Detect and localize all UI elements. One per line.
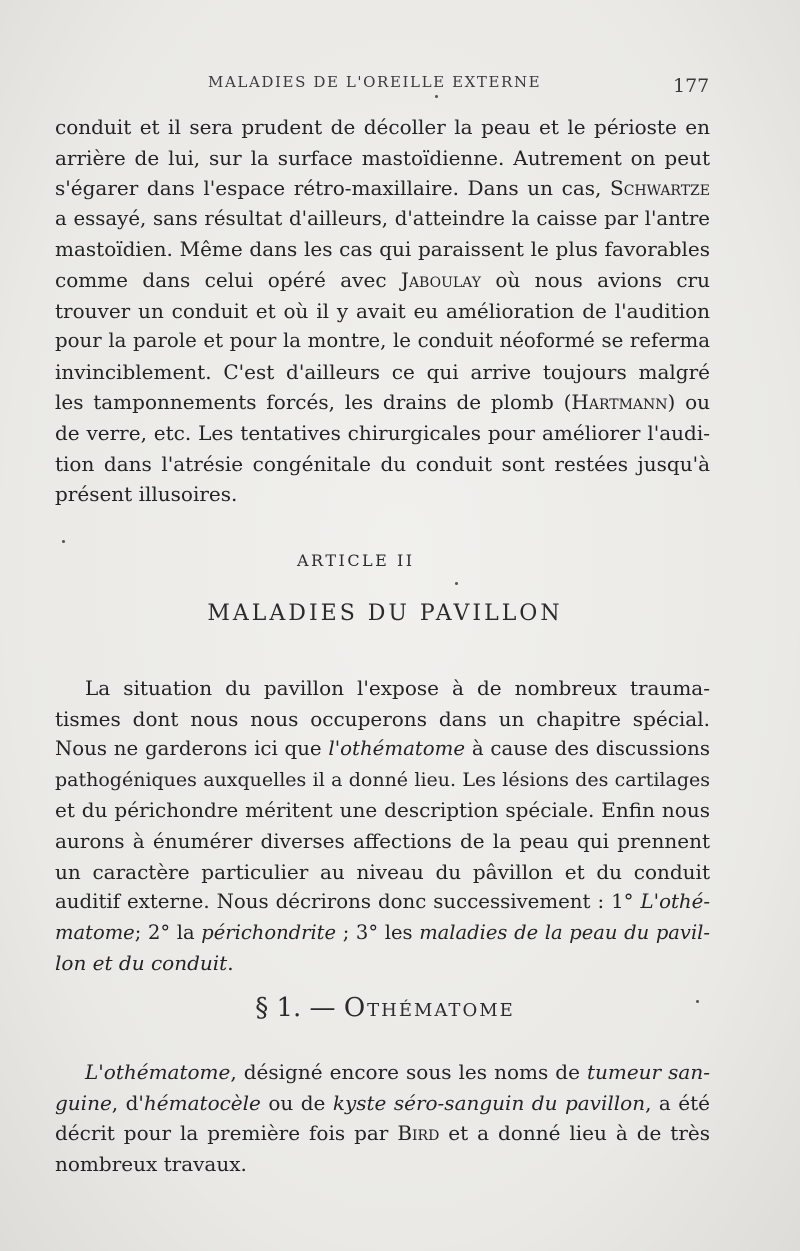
text-line bbox=[55, 948, 710, 979]
text-line bbox=[55, 265, 710, 296]
text-line bbox=[55, 387, 710, 418]
italic-term: lon et du conduit bbox=[55, 951, 228, 976]
text-line: conduit et il sera prudent de décoller la peau et le périoste en bbox=[55, 115, 710, 139]
text-fragment: . bbox=[227, 951, 234, 976]
text-fragment: auditif externe. Nous décrirons donc successivement : 1° bbox=[55, 890, 641, 914]
running-title: MALADIES DE L'OREILLE EXTERNE bbox=[208, 73, 542, 91]
italic-term: kyste séro-sanguin du pavillon bbox=[332, 1090, 646, 1115]
text-line bbox=[55, 734, 710, 765]
text-fragment: s'égarer dans l'espace rétro-maxillaire. Dans un cas, bbox=[55, 176, 602, 201]
text-line: présent illusoires. bbox=[55, 482, 238, 507]
text-line: pour la parole et pour la montre, le conduit néoformé se referma bbox=[55, 329, 710, 353]
text-fragment: ) ou bbox=[667, 390, 710, 415]
text-line: un caractère particulier au niveau du pâvillon et du conduit bbox=[55, 859, 710, 884]
italic-term: périchondrite bbox=[201, 920, 337, 944]
author-name: Schwartze bbox=[610, 176, 711, 201]
italic-term: L'othé- bbox=[640, 890, 710, 914]
italic-term: l'othématome bbox=[328, 737, 466, 761]
text-fragment: ; 3° les bbox=[336, 920, 420, 944]
section-heading bbox=[0, 993, 770, 1023]
italic-term: tumeur san- bbox=[586, 1060, 710, 1084]
text-fragment: où nous avions cru bbox=[480, 267, 710, 292]
text-line: aurons à énumérer diverses affections de la peau qui prennent bbox=[55, 828, 710, 853]
paragraph-2 bbox=[55, 673, 710, 979]
text-line: a essayé, sans résultat d'ailleurs, d'atteindre la caisse par l'antre bbox=[55, 206, 710, 230]
author-name: Jaboulay bbox=[400, 267, 481, 292]
italic-term: hématocèle bbox=[143, 1090, 261, 1115]
text-line: pathogéniques auxquelles il a donné lieu. Les lésions des cartilages bbox=[55, 768, 710, 791]
text-fragment: ou de bbox=[260, 1090, 333, 1115]
text-line bbox=[55, 918, 710, 949]
article-label: ARTICLE II bbox=[297, 551, 415, 570]
text-line bbox=[55, 1057, 710, 1088]
text-line: de verre, etc. Les tentatives chirurgicales pour améliorer l'audi- bbox=[55, 420, 710, 445]
text-line: mastoïdien. Même dans les cas qui paraissent le plus favorables bbox=[55, 237, 710, 262]
text-fragment: , a été bbox=[645, 1090, 710, 1115]
text-line: trouver un conduit et où il y avait eu amélioration de l'audition bbox=[55, 298, 710, 323]
text-fragment: Nous ne garderons ici que bbox=[55, 737, 329, 761]
text-fragment: et a donné lieu à de très bbox=[439, 1121, 710, 1146]
text-fragment: ; 2° la bbox=[134, 920, 202, 944]
page-number: 177 bbox=[673, 75, 710, 97]
paragraph-3 bbox=[55, 1057, 710, 1179]
text-fragment: à cause des discussions bbox=[465, 737, 710, 761]
italic-term: guine bbox=[55, 1090, 112, 1115]
author-name: Bird bbox=[397, 1121, 440, 1146]
print-speck bbox=[435, 95, 438, 98]
text-fragment: les tamponnements forcés, les drains de plomb ( bbox=[55, 390, 572, 415]
section-name: Othématome bbox=[343, 993, 515, 1023]
text-fragment: , désigné encore sous les noms de bbox=[230, 1060, 587, 1084]
italic-term: matome bbox=[55, 920, 135, 944]
section-number: § 1. — bbox=[255, 993, 336, 1023]
text-line: arrière de lui, sur la surface mastoïdienne. Autrement on peut bbox=[55, 145, 710, 170]
text-line: invinciblement. C'est d'ailleurs ce qui arrive toujours malgré bbox=[55, 359, 710, 384]
text-line bbox=[55, 1088, 710, 1119]
text-line: tion dans l'atrésie congénitale du conduit sont restées jusqu'à bbox=[55, 451, 710, 476]
text-fragment: , d' bbox=[111, 1090, 144, 1115]
paragraph-1 bbox=[55, 112, 710, 510]
print-speck bbox=[62, 540, 65, 543]
italic-term: maladies de la peau du pavil- bbox=[419, 920, 711, 944]
text-line: tismes dont nous nous occuperons dans un chapitre spécial. bbox=[55, 706, 710, 731]
italic-term: L'othématome bbox=[85, 1060, 231, 1084]
print-speck bbox=[696, 1000, 699, 1003]
chapter-title: MALADIES DU PAVILLON bbox=[207, 601, 563, 626]
text-line bbox=[55, 887, 710, 918]
text-line: La situation du pavillon l'expose à de nombreux trauma- bbox=[85, 676, 710, 700]
text-line: nombreux travaux. bbox=[55, 1151, 247, 1176]
text-line bbox=[55, 173, 710, 204]
text-line: et du périchondre méritent une description spéciale. Enfin nous bbox=[55, 798, 710, 823]
text-fragment: comme dans celui opéré avec bbox=[55, 267, 387, 292]
print-speck bbox=[455, 582, 458, 585]
author-name: Hartmann bbox=[571, 390, 668, 415]
text-line bbox=[55, 1118, 710, 1149]
text-fragment: décrit pour la première fois par bbox=[55, 1121, 398, 1146]
